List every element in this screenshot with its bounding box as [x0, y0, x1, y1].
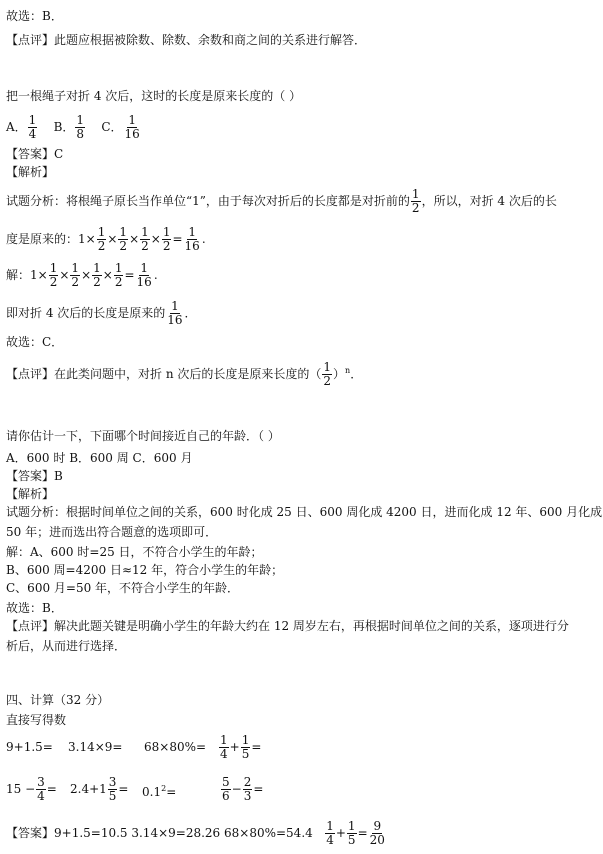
q2-analysis-label: 【解析】 — [6, 487, 55, 501]
q2-analysis-line1: 试题分析：根据时间单位之间的关系，600 时化成 25 日、600 周化成 4200 日，进而化成 12 年、600 月化成 — [6, 505, 603, 519]
q1-options: A． $\frac{1}{4}$ B． $\frac{1}{8}$ C． $\frac{1}{16}$ — [6, 113, 140, 141]
exercise-7: $0.1^2=$ — [142, 784, 177, 799]
q1-answer: 【答案】C — [6, 147, 64, 161]
q1-stem: 把一根绳子对折 4 次后，这时的长度是原来长度的（ ） — [6, 89, 302, 103]
exercise-3: 68×80%= — [144, 740, 207, 754]
q2-analysis-line2: 50 年；进而选出符合题意的选项即可． — [6, 525, 218, 539]
q2-review-line2: 析后，从而进行选择． — [6, 639, 127, 653]
section4-subtitle: 直接写得数 — [6, 713, 67, 727]
section4-title: 四、计算（32 分） — [6, 693, 110, 707]
exercise-2: 3.14×9= — [68, 740, 123, 754]
q2-solution-a: 解：A、600 时=25 日，不符合小学生的年龄； — [6, 545, 263, 559]
q1-analysis-line1: 试题分析：将根绳子原长当作单位“1”，由于每次对折后的长度都是对折前的 $\frac{1}{2}$ ，所以，对折 4 次后的长 — [6, 187, 557, 215]
prev-review: 【点评】此题应根据被除数、除数、余数和商之间的关系进行解答． — [6, 33, 367, 47]
q2-review-line1: 【点评】解决此题关键是明确小学生的年龄大约在 12 周岁左右，再根据时间单位之间的关系，逐项进行分 — [6, 619, 569, 633]
frac-1-8: $\frac{1}{8}$ — [76, 113, 85, 141]
q2-solution-b: B、600 周=4200 日≈12 年，符合小学生的年龄； — [6, 563, 284, 577]
q2-solution-c: C、600 月=50 年，不符合小学生的年龄． — [6, 581, 240, 595]
exercise-1: 9+1.5= — [6, 740, 53, 754]
q2-options: A．600 时 B．600 周 C．600 月 — [6, 451, 193, 465]
section4-answer: 【答案】9+1.5=10.5 3.14×9=28.26 68×80%=54.4 $\frac{1}{4}$ + $\frac{1}{5}$ = $\frac{9}{20}$ — [6, 819, 385, 847]
exercise-8: $\frac{5}{6}$ − $\frac{2}{3}$ = — [222, 775, 264, 803]
q1-analysis-label: 【解析】 — [6, 165, 55, 179]
q1-solution: 解：1× $\frac{1}{2}$ × $\frac{1}{2}$ × $\frac{1}{2}$ × $\frac{1}{2}$ = $\frac{1}{16}$ . — [6, 261, 158, 289]
q2-answer: 【答案】B — [6, 469, 63, 483]
q2-stem: 请你估计一下，下面哪个时间接近自己的年龄．（ ） — [6, 429, 280, 443]
q1-select: 故选：C． — [6, 335, 64, 349]
exercise-4: $\frac{1}{4}$ + $\frac{1}{5}$ = — [220, 733, 262, 761]
prev-select: 故选：B． — [6, 9, 63, 23]
q2-select: 故选：B． — [6, 601, 63, 615]
exercise-5: 15 − $\frac{3}{4}$ = — [6, 775, 57, 803]
frac-1-4: $\frac{1}{4}$ — [28, 113, 37, 141]
frac-1-16: $\frac{1}{16}$ — [124, 113, 140, 141]
q1-analysis-line2: 度是原来的：1× $\frac{1}{2}$ × $\frac{1}{2}$ × $\frac{1}{2}$ × $\frac{1}{2}$ = $\frac{1}{16}$ . — [6, 225, 206, 253]
q1-review: 【点评】在此类问题中，对折 n 次后的长度是原来长度的（ $\frac{1}{2}$ ）$^n$． — [6, 360, 363, 388]
q1-conclusion: 即对折 4 次后的长度是原来的 $\frac{1}{16}$ ． — [6, 299, 197, 327]
exercise-6: 2.4+1 $\frac{3}{5}$ = — [70, 775, 129, 803]
